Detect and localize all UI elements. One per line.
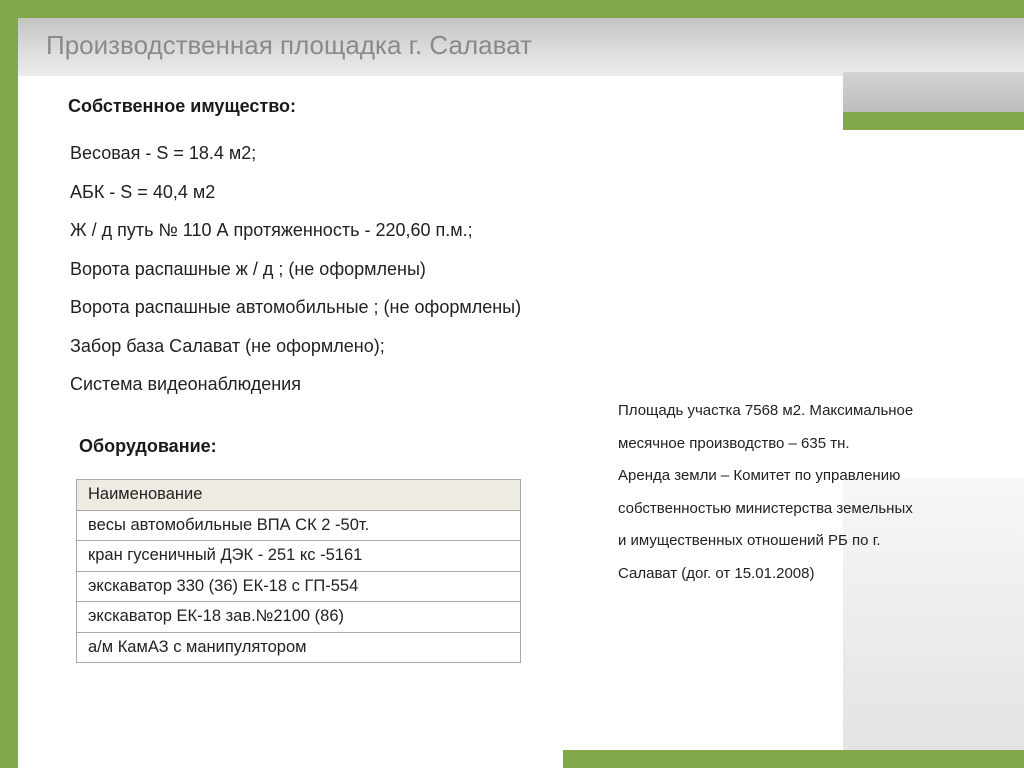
decorative-green-bar-bottom bbox=[563, 750, 1024, 768]
property-item: Весовая - S = 18.4 м2; bbox=[70, 143, 257, 163]
info-line: собственностью министерства земельных bbox=[618, 499, 913, 517]
decorative-gray-tab bbox=[843, 72, 1024, 112]
property-list bbox=[70, 140, 521, 410]
decorative-green-tab bbox=[843, 112, 1024, 130]
table-row bbox=[77, 602, 521, 633]
property-item: Ворота распашные ж / д ; (не оформлены) bbox=[70, 258, 426, 279]
table-row bbox=[77, 571, 521, 602]
column-header-name: Наименование bbox=[77, 480, 521, 511]
table-cell: экскаватор 330 (36) ЕК-18 с ГП-554 bbox=[77, 571, 521, 602]
equipment-table bbox=[76, 479, 521, 663]
table-cell: а/м КамАЗ с манипулятором bbox=[77, 632, 521, 663]
property-item: Ворота распашные автомобильные ; (не оформлены) bbox=[70, 297, 522, 317]
table-cell: весы автомобильные ВПА СК 2 -50т. bbox=[77, 510, 521, 541]
property-item: Забор база Салават (не оформлено); bbox=[70, 335, 385, 356]
table-cell: кран гусеничный ДЭК - 251 кс -5161 bbox=[77, 541, 521, 572]
slide-title: Производственная площадка г. Салават bbox=[46, 30, 532, 60]
info-line: Аренда земли – Комитет по управлению bbox=[618, 467, 901, 485]
table-row bbox=[77, 541, 521, 572]
property-item: Ж / д путь № 110 А протяженность - 220,60 п.м.; bbox=[70, 220, 473, 240]
site-info-text bbox=[618, 395, 978, 591]
table-row bbox=[77, 510, 521, 541]
info-line: месячное производство – 635 тн. bbox=[618, 434, 850, 452]
property-heading: Собственное имущество: bbox=[68, 96, 297, 116]
table-cell: экскаватор ЕК-18 зав.№2100 (86) bbox=[77, 602, 521, 633]
table-header-row bbox=[77, 480, 521, 511]
info-line: и имущественных отношений РБ по г. bbox=[618, 532, 881, 550]
property-item: Система видеонаблюдения bbox=[70, 374, 301, 394]
equipment-heading: Оборудование: bbox=[79, 436, 217, 456]
info-line: Салават (дог. от 15.01.2008) bbox=[618, 564, 815, 582]
info-line: Площадь участка 7568 м2. Максимальное bbox=[618, 402, 914, 419]
property-item: АБК - S = 40,4 м2 bbox=[70, 181, 216, 202]
table-row bbox=[77, 632, 521, 663]
